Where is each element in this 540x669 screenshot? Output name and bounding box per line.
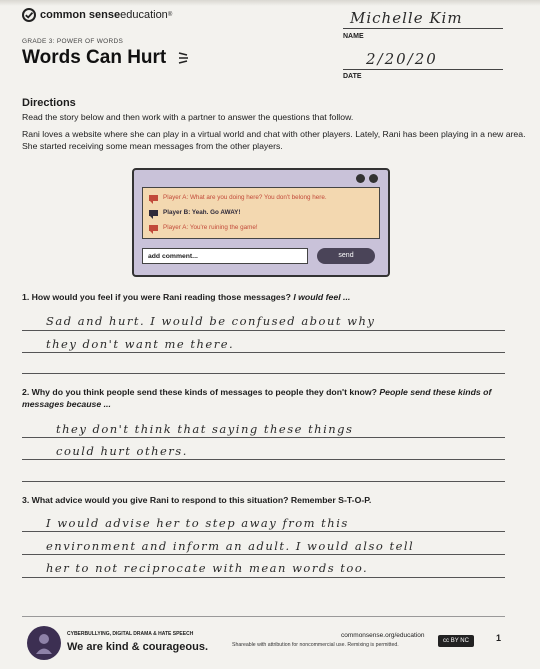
answer-line (22, 459, 505, 460)
send-button: send (317, 248, 375, 264)
grade-line: GRADE 3: POWER OF WORDS (22, 38, 124, 45)
question-prompt: 1. How would you feel if you were Rani reading those messages? (22, 292, 294, 302)
question-prompt-italic: People send these kinds of messages because ... (22, 387, 492, 409)
answer-line (22, 531, 505, 532)
question-3 (22, 494, 527, 506)
chat-messages (142, 187, 380, 239)
name-handwriting: Michelle Kim (350, 9, 463, 27)
answer-handwriting: environment and inform an adult. I would also tell (46, 539, 415, 553)
answer-handwriting: I would advise her to step away from this (46, 516, 349, 530)
digital-citizenship-badge-icon (27, 626, 61, 660)
chat-window-illustration (132, 168, 390, 277)
story-text: Rani loves a website where she can play in a virtual world and chat with other players. Lately, Rani has been playing in a new area. She started receiving some mean messages from the other players. (22, 129, 526, 151)
name-label: NAME (343, 33, 364, 40)
question-2 (22, 386, 527, 410)
footer-divider (22, 616, 505, 617)
name-line (343, 28, 503, 29)
answer-handwriting: they don't think that saying these things (56, 422, 354, 436)
answer-handwriting: they don't want me there. (46, 337, 235, 351)
person-silhouette-icon (27, 626, 61, 660)
answer-handwriting: could hurt others. (56, 444, 188, 458)
date-label: DATE (343, 73, 362, 80)
answer-line (22, 577, 505, 578)
brand-logo (22, 8, 172, 22)
answer-line (22, 481, 505, 482)
date-line (343, 69, 503, 70)
window-dot-icon (369, 174, 378, 183)
answer-line (22, 352, 505, 353)
answer-line (22, 373, 505, 374)
window-dot-icon (356, 174, 365, 183)
date-handwriting: 2/20/20 (366, 50, 438, 68)
chat-message-text: Player B: Yeah. Go AWAY! (163, 209, 241, 216)
footer-series: CYBERBULLYING, DIGITAL DRAMA & HATE SPEECH (67, 631, 194, 637)
page-number: 1 (496, 633, 502, 643)
chat-message-text: Player A: You're ruining the game! (163, 224, 258, 231)
speech-bubble-icon (149, 210, 158, 216)
page-edge (0, 0, 540, 6)
chat-message (149, 209, 240, 216)
answer-line (22, 554, 505, 555)
chat-message-text: Player A: What are you doing here? You don't belong here. (163, 194, 327, 201)
checkmark-logo-icon (22, 8, 36, 22)
brand-mark: ® (167, 12, 173, 18)
brand-name-light: education (120, 9, 168, 21)
directions-instruction: Read the story below and then work with a partner to answer the questions that follow. (22, 112, 354, 122)
question-prompt-italic: I would feel ... (293, 292, 351, 302)
question-prompt: 3. What advice would you give Rani to respond to this situation? Remember S-T-O-P. (22, 495, 372, 505)
footer-url: commonsense.org/education (341, 632, 425, 639)
answer-handwriting: her to not reciprocate with mean words too. (46, 561, 369, 575)
speech-bubble-icon (149, 195, 158, 201)
add-comment-field: add comment... (142, 248, 308, 264)
sound-lines-icon (178, 51, 190, 65)
directions-heading: Directions (22, 97, 76, 109)
brand-name-bold: common sense (40, 9, 121, 21)
speech-bubble-icon (149, 225, 158, 231)
chat-message (149, 224, 258, 231)
footer-license: Shareable with attribution for noncommercial use. Remixing is permitted. (232, 642, 399, 648)
footer-slogan: We are kind & courageous. (67, 641, 209, 653)
chat-message (149, 194, 327, 201)
question-1 (22, 291, 527, 303)
creative-commons-badge-icon: cc BY NC (438, 635, 474, 647)
answer-line (22, 437, 505, 438)
question-prompt: 2. Why do you think people send these kinds of messages to people they don't know? (22, 387, 380, 397)
answer-line (22, 330, 505, 331)
answer-handwriting: Sad and hurt. I would be confused about why (46, 314, 376, 328)
page-title: Words Can Hurt (22, 47, 167, 68)
